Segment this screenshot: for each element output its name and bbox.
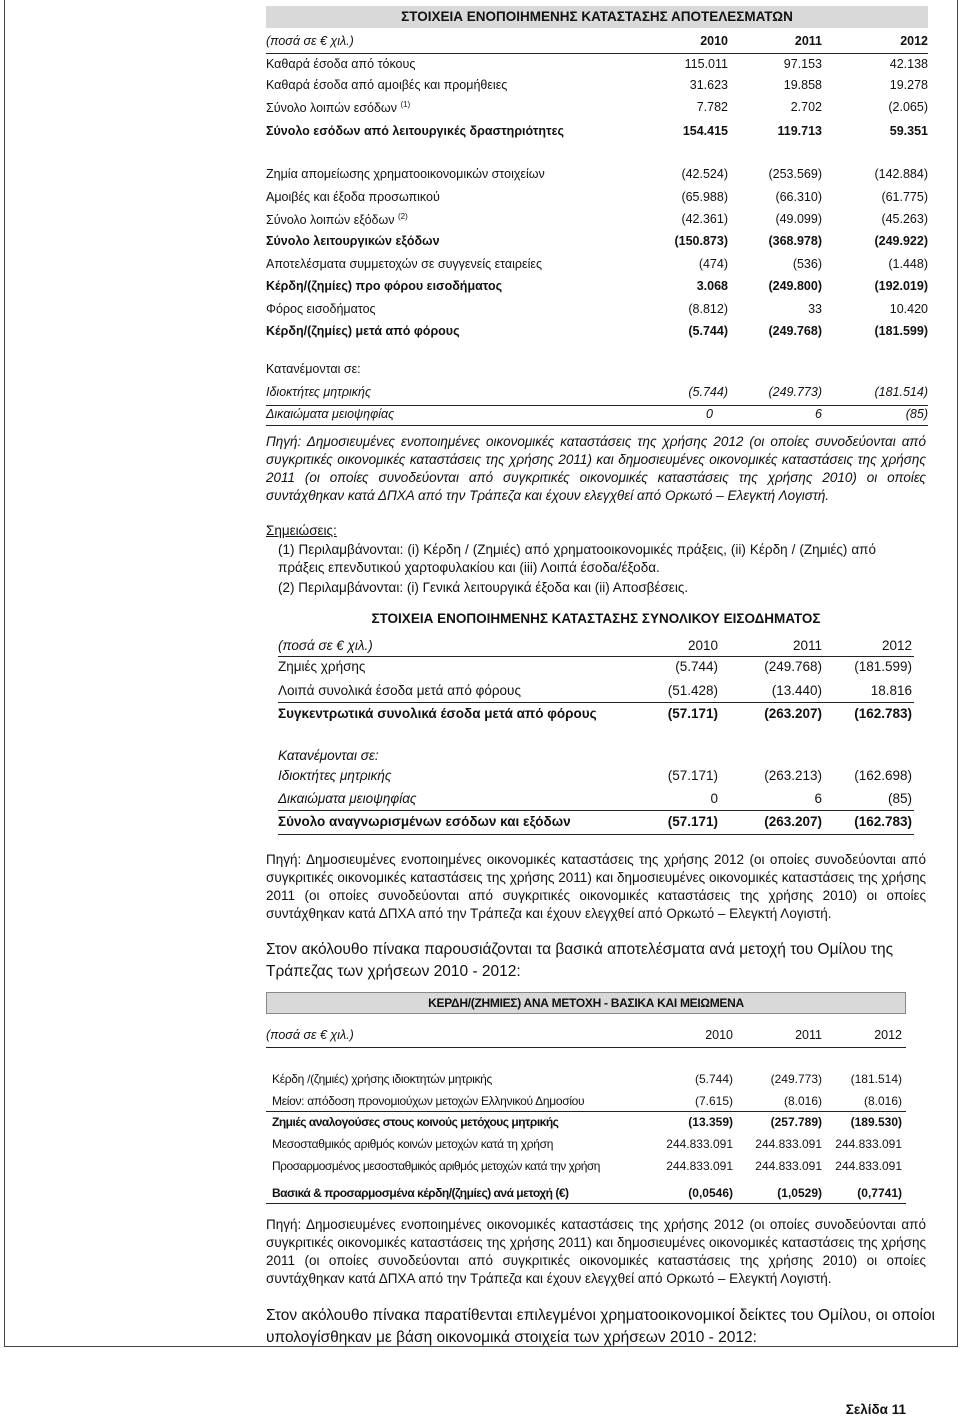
row-rule <box>266 425 928 426</box>
ratios-intro: Στον ακόλουθο πίνακα παρατίθενται επιλεγμένοι χρηματοοικονομικοί δείκτες του Ομίλου, οι οποίοι υπολογίσθηκαν με βάση οικονομικά στοιχεία των χρήσεων 2010 - 2012: <box>266 1307 935 1346</box>
header-rule <box>266 53 928 54</box>
source-note-3: Πηγή: Δημοσιευμένες ενοποιημένες οικονομικές καταστάσεις της χρήσης 2012 (οι οποίες συνοδεύονται από συγκριτικές οικονομικές καταστάσεις της χρήσης 2011) και δημοσιευμένες οικονομικές καταστάσεις της χρήσης 2011 (οι οποίες συνοδεύονται από συγκριτικές οικονομικές καταστάσεις της χρήσης 2010) οι οποίες συντάχθηκαν κατά ΔΠΧΑ από την Τράπεζα και έχουν ελεγχθεί από Ορκωτό – Ελεγκτή Λογιστή. <box>266 1217 926 1286</box>
eps-table <box>266 992 906 1207</box>
row-rule <box>278 810 914 811</box>
units-row <box>266 34 928 54</box>
income-statement-table <box>266 6 928 426</box>
allocation-label: Κατανέμονται σε: <box>278 748 379 763</box>
table-row-total: Κέρδη/(ζημίες) μετά από φόρους (5.744) (249.768) (181.599) <box>266 324 928 338</box>
row-rule <box>266 1203 906 1204</box>
table-row-total: Ζημιές αναλογούσες στους κοινούς μετόχους μητρικής (13.359) (257.789) (189.530) <box>272 1115 902 1129</box>
units-row: (ποσά σε € χιλ.) 2010 2011 2012 <box>278 638 912 653</box>
table-row: Δικαιώματα μειοψηφίας 0 6 (85) <box>278 791 912 806</box>
table-row: Προσαρμοσμένος μεσοσταθμικός αριθμός μετοχών κατά την χρήση 244.833.091 244.833.091 244.833.091 <box>272 1159 902 1173</box>
table-row: Αμοιβές και έξοδα προσωπικού (65.988) (66.310) (61.775) <box>266 190 928 204</box>
note-2: (2) Περιλαμβάνονται: (i) Γενικά λειτουργικά έξοδα και (ii) Αποσβέσεις. <box>278 580 689 595</box>
table-row: Ιδιοκτήτες μητρικής (5.744) (249.773) (181.514) <box>266 385 928 399</box>
table-row: Αποτελέσματα συμμετοχών σε συγγενείς εταιρείες (474) (536) (1.448) <box>266 257 928 271</box>
table-row: Σύνολο λοιπών εξόδων $^{(2)}$ (42.361) (49.099) (45.263) <box>266 212 928 228</box>
table-row-total: Σύνολο λειτουργικών εξόδων (150.873) (368.978) (249.922) <box>266 234 928 248</box>
year-2012: 2012 <box>900 34 928 48</box>
row-rule <box>266 1111 906 1112</box>
table-row: Μεσοσταθμικός αριθμός κοινών μετοχών κατά τη χρήση 244.833.091 244.833.091 244.833.091 <box>272 1137 902 1151</box>
units-row: (ποσά σε € χιλ.) 2010 2011 2012 <box>266 1028 902 1042</box>
table-title: ΣΤΟΙΧΕΙΑ ΕΝΟΠΟΙΗΜΕΝΗΣ ΚΑΤΑΣΤΑΣΗΣ ΑΠΟΤΕΛΕΣΜΑΤΩΝ <box>401 9 793 24</box>
table-title: ΚΕΡΔΗ/(ΖΗΜΙΕΣ) ΑΝΑ ΜΕΤΟΧΗ - ΒΑΣΙΚΑ ΚΑΙ ΜΕΙΩΜΕΝΑ <box>428 996 744 1010</box>
notes-title: Σημειώσεις: <box>266 523 337 538</box>
year-2010: 2010 <box>700 34 728 48</box>
table-row: Καθαρά έσοδα από τόκους 115.011 97.153 42.138 <box>266 57 928 71</box>
table-row: Φόρος εισοδήματος (8.812) 33 10.420 <box>266 302 928 316</box>
table-row: Ζημία απομείωσης χρηματοοικονομικών στοιχείων (42.524) (253.569) (142.884) <box>266 167 928 181</box>
note-1: (1) Περιλαμβάνονται: (i) Κέρδη / (Ζημιές) από χρηματοοικονομικές πράξεις, (ii) Κέρδη / (Ζημιές) από πράξεις επενδυτικού χαρτοφυλακίου και (iii) Λοιπά έσοδα/έξοδα. <box>278 542 876 575</box>
table-row: Δικαιώματα μειοψηφίας 0 6 (85) <box>266 407 928 421</box>
table-title: ΣΤΟΙΧΕΙΑ ΕΝΟΠΟΙΗΜΕΝΗΣ ΚΑΤΑΣΤΑΣΗΣ ΣΥΝΟΛΙΚΟΥ ΕΙΣΟΔΗΜΑΤΟΣ <box>371 611 821 626</box>
source-note-1: Πηγή: Δημοσιευμένες ενοποιημένες οικονομικές καταστάσεις της χρήσης 2012 (οι οποίες συνοδεύονται από συγκριτικές οικονομικές καταστάσεις της χρήσης 2011) και δημοσιευμένες οικονομικές καταστάσεις της χρήσης 2011 (οι οποίες συνοδεύονται από συγκριτικές οικονομικές καταστάσεις της χρήσης 2010) οι οποίες συντάχθηκαν κατά ΔΠΧΑ από την Τράπεζα και έχουν ελεγχθεί από Ορκωτό – Ελεγκτή Λογιστή. <box>266 434 926 503</box>
table-row: Ζημιές χρήσης (5.744) (249.768) (181.599) <box>278 659 912 674</box>
year-2011: 2011 <box>794 34 822 48</box>
table-row: Λοιπά συνολικά έσοδα μετά από φόρους (51.428) (13.440) 18.816 <box>278 683 912 698</box>
table-row: Κέρδη /(ζημιές) χρήσης ιδιοκτητών μητρικής (5.744) (249.773) (181.514) <box>272 1072 902 1086</box>
page-number: Σελίδα 11 <box>845 1402 906 1417</box>
row-rule <box>266 405 928 406</box>
table-row-total: Κέρδη/(ζημίες) προ φόρου εισοδήματος 3.068 (249.800) (192.019) <box>266 279 928 293</box>
allocation-label: Κατανέμονται σε: <box>266 362 361 376</box>
table-row: Μείον: απόδοση προνομιούχων μετοχών Ελληνικού Δημοσίου (7.615) (8.016) (8.016) <box>272 1094 902 1108</box>
table-row-total: Βασικά & προσαρμοσμένα κέρδη/(ζημίες) ανά μετοχή (€) (0,0546) (1,0529) (0,7741) <box>272 1186 902 1200</box>
table-row-total: Σύνολο αναγνωρισμένων εσόδων και εξόδων (57.171) (263.207) (162.783) <box>278 814 912 829</box>
table-row-total: Σύνολο εσόδων από λειτουργικές δραστηριότητες 154.415 119.713 59.351 <box>266 124 928 138</box>
row-rule <box>278 702 914 703</box>
table-row: Σύνολο λοιπών εσόδων $^{(1)}$ 7.782 2.702 (2.065) <box>266 100 928 116</box>
table-row: Καθαρά έσοδα από αμοιβές και προμήθειες 31.623 19.858 19.278 <box>266 78 928 92</box>
header-rule <box>278 656 914 657</box>
table-row-total: Συγκεντρωτικά συνολικά έσοδα μετά από φόρους (57.171) (263.207) (162.783) <box>278 706 912 721</box>
table-row: Ιδιοκτήτες μητρικής (57.171) (263.213) (162.698) <box>278 768 912 783</box>
comprehensive-income-table <box>278 608 914 838</box>
units-label: (ποσά σε € χιλ.) <box>266 34 354 48</box>
eps-intro: Στον ακόλουθο πίνακα παρουσιάζονται τα βασικά αποτελέσματα ανά μετοχή του Ομίλου της Τράπεζας των χρήσεων 2010 - 2012: <box>266 941 894 980</box>
source-note-2: Πηγή: Δημοσιευμένες ενοποιημένες οικονομικές καταστάσεις της χρήσης 2012 (οι οποίες συνοδεύονται από συγκριτικές οικονομικές καταστάσεις της χρήσης 2011) και δημοσιευμένες οικονομικές καταστάσεις της χρήσης 2011 (οι οποίες συνοδεύονται από συγκριτικές οικονομικές καταστάσεις της χρήσης 2010) οι οποίες συντάχθηκαν κατά ΔΠΧΑ από την Τράπεζα και έχουν ελεγχθεί από Ορκωτό – Ελεγκτή Λογιστή. <box>266 852 926 921</box>
row-rule <box>278 834 914 835</box>
header-rule <box>266 1047 906 1048</box>
